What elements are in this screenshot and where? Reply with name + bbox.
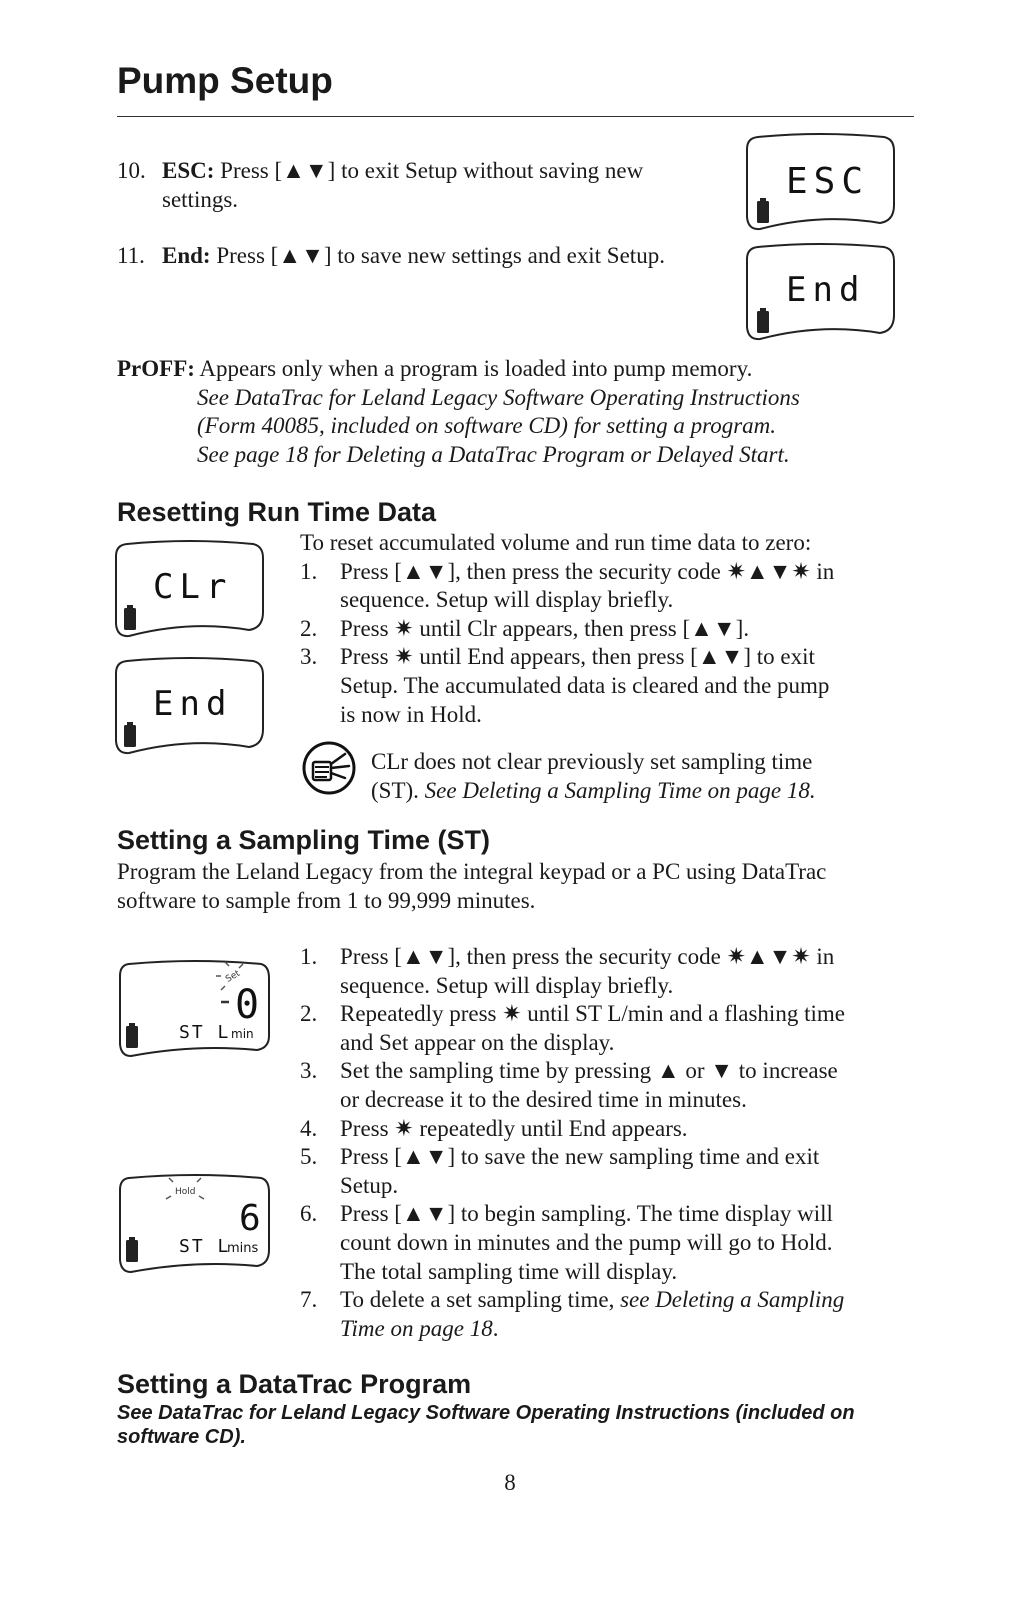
- lcd-digit: 6: [239, 1198, 261, 1239]
- lcd-display-esc: [744, 133, 898, 235]
- step-text: Press [▲▼] to begin sampling. The time display will: [340, 1201, 833, 1227]
- list-item: [300, 558, 910, 615]
- sampling-intro: [117, 858, 917, 915]
- lcd-units: ST L: [179, 1236, 231, 1257]
- proff-paragraph: [117, 355, 917, 469]
- step-text: Press [▲▼], then press the security code ✷▲▼✷ in: [340, 558, 835, 584]
- step-text: is now in Hold.: [340, 701, 482, 727]
- proff-text: Appears only when a program is loaded into pump memory.: [194, 356, 753, 381]
- battery-icon: [757, 311, 769, 333]
- item-continuation: settings.: [162, 187, 239, 212]
- step-text: Press [▲▼] to save the new sampling time and exit: [340, 1144, 820, 1170]
- step-text: Set the sampling time by pressing ▲ or ▼ to increase: [340, 1058, 838, 1084]
- battery-icon: [126, 1240, 138, 1262]
- lcd-display-sampling-set: [117, 958, 273, 1060]
- step-number: 3.: [300, 644, 318, 670]
- item-text: [162, 242, 665, 271]
- item-key: ESC:: [162, 158, 215, 183]
- step-number: 1.: [300, 944, 318, 969]
- note-reference: See Deleting a Sampling Time on page 18.: [424, 777, 816, 803]
- list-item: [300, 943, 910, 1000]
- step-number: 6.: [300, 1201, 318, 1227]
- step-text: The total sampling time will display.: [340, 1258, 678, 1284]
- reset-note: [371, 748, 911, 805]
- title-rule: [117, 116, 914, 117]
- lcd-display-end: [113, 657, 267, 757]
- lcd-text: ESC: [786, 161, 870, 202]
- proff-note: See page 18 for Deleting a DataTrac Program or Delayed Start.: [197, 441, 790, 467]
- item-number: 10.: [117, 158, 146, 183]
- step-reference: see Deleting a Sampling: [620, 1287, 845, 1313]
- step-text: To delete a set sampling time,: [340, 1287, 621, 1313]
- lcd-display-end: [744, 243, 898, 345]
- battery-icon: [126, 1026, 138, 1048]
- set-badge: Set: [224, 968, 242, 985]
- reset-steps: [300, 529, 910, 729]
- step-text: or decrease it to the desired time in minutes.: [340, 1086, 747, 1112]
- note-text: (ST).: [371, 777, 425, 803]
- step-text: Setup.: [340, 1172, 399, 1198]
- step-text: Press ✷ until End appears, then press [▲▼] to exit: [340, 644, 815, 670]
- battery-icon: [124, 608, 136, 630]
- step-number: 4.: [300, 1115, 318, 1141]
- item-desc: Press [▲▼] to exit Setup without saving new: [214, 158, 644, 183]
- list-item: [300, 1200, 910, 1286]
- list-item: [117, 157, 737, 186]
- step-reference: Time on page 18: [340, 1315, 493, 1341]
- step-number: 2.: [300, 1001, 318, 1027]
- datatrac-note: [117, 1401, 917, 1449]
- lcd-units: mins: [227, 1241, 259, 1256]
- lcd-digit: 0: [235, 982, 260, 1028]
- lcd-display-clr: [113, 540, 267, 640]
- step-text: sequence. Setup will display briefly.: [340, 587, 674, 613]
- item-key: End:: [162, 243, 211, 268]
- step-text: .: [492, 1315, 499, 1341]
- proff-key: PrOFF:: [117, 356, 195, 381]
- section-heading-sampling: Setting a Sampling Time (ST): [117, 825, 491, 855]
- proff-note: See DataTrac for Leland Legacy Software Operating Instructions: [197, 384, 800, 410]
- step-number: 3.: [300, 1058, 318, 1084]
- step-text: Repeatedly press ✷ until ST L/min and a flashing time: [340, 1001, 845, 1027]
- step-text: Setup. The accumulated data is cleared and the pump: [340, 672, 830, 698]
- note-line: software CD).: [117, 1426, 246, 1448]
- step-text: count down in minutes and the pump will go to Hold.: [340, 1229, 833, 1255]
- lcd-display-sampling-hold: [117, 1172, 273, 1276]
- intro-line: Program the Leland Legacy from the integral keypad or a PC using DataTrac: [117, 859, 827, 884]
- lcd-text: CLr: [153, 567, 233, 607]
- lcd-text: End: [153, 684, 233, 724]
- list-item: [300, 1286, 910, 1343]
- pointing-hand-note-icon: [301, 740, 357, 796]
- step-text: Press ✷ until Clr appears, then press [▲▼].: [340, 615, 750, 641]
- item-number: 11.: [117, 243, 145, 268]
- step-number: 5.: [300, 1144, 318, 1170]
- section-heading-datatrac: Setting a DataTrac Program: [117, 1369, 472, 1399]
- proff-line: [117, 355, 917, 384]
- sampling-steps: [300, 943, 910, 1343]
- item-desc: Press [▲▼] to save new settings and exit Setup.: [210, 243, 665, 268]
- list-item: [117, 242, 737, 271]
- note-line: See DataTrac for Leland Legacy Software Operating Instructions (included on: [117, 1402, 855, 1424]
- step-number: 2.: [300, 615, 318, 641]
- page-number: 8: [504, 1470, 516, 1495]
- list-item: [300, 643, 910, 729]
- battery-icon: [757, 201, 769, 223]
- hold-badge: Hold: [175, 1187, 196, 1197]
- item-text: [162, 157, 643, 186]
- reset-intro: To reset accumulated volume and run time data to zero:: [300, 530, 812, 555]
- list-item: [300, 1143, 910, 1200]
- list-item: [300, 1115, 910, 1144]
- lcd-units: ST L: [179, 1022, 231, 1043]
- proff-note: (Form 40085, included on software CD) for setting a program.: [197, 413, 777, 439]
- list-item: [300, 1000, 910, 1057]
- step-number: 7.: [300, 1287, 318, 1313]
- list-item: [300, 1057, 910, 1114]
- page-title: Pump Setup: [117, 60, 333, 101]
- step-text: Press ✷ repeatedly until End appears.: [340, 1115, 688, 1141]
- lcd-units: min: [231, 1027, 254, 1041]
- setup-list: [117, 157, 737, 271]
- note-text: CLr does not clear previously set sampling time: [371, 749, 813, 774]
- step-number: 1.: [300, 558, 318, 584]
- step-text: Press [▲▼], then press the security code ✷▲▼✷ in: [340, 944, 835, 969]
- list-item: [300, 615, 910, 644]
- lcd-text: End: [786, 270, 866, 310]
- step-text: sequence. Setup will display briefly.: [340, 972, 674, 998]
- section-heading-reset: Resetting Run Time Data: [117, 497, 437, 527]
- battery-icon: [124, 725, 136, 747]
- intro-line: software to sample from 1 to 99,999 minutes.: [117, 887, 536, 913]
- step-text: and Set appear on the display.: [340, 1029, 615, 1055]
